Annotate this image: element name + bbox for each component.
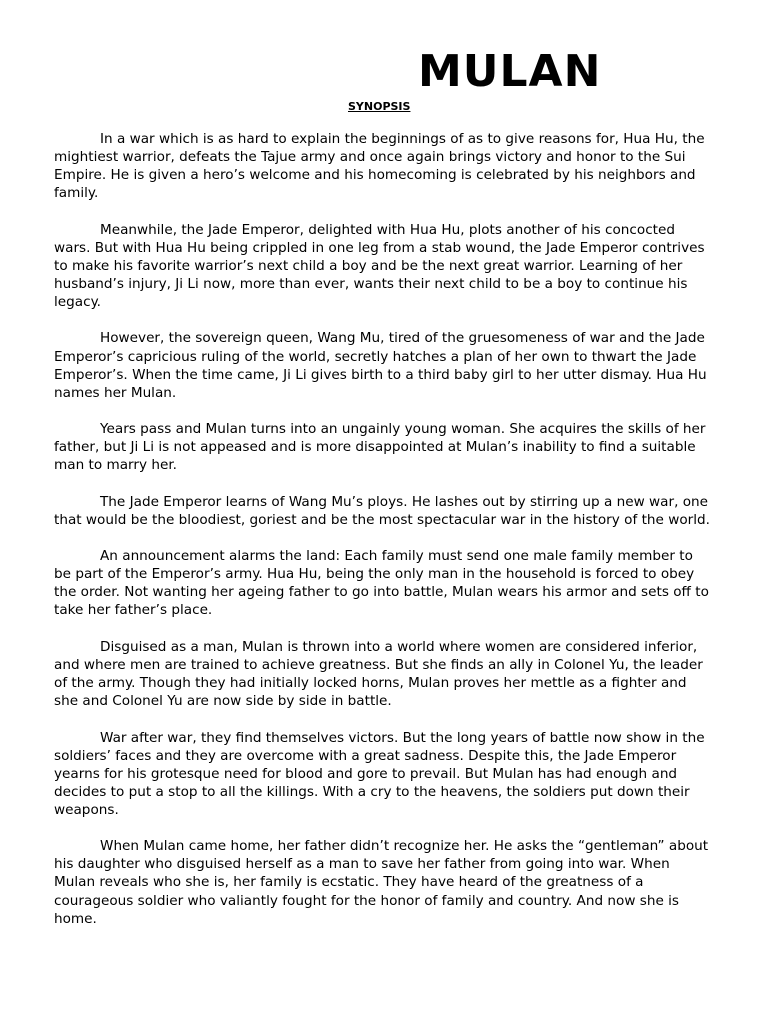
document-page — [54, 44, 714, 946]
paragraph-1: In a war which is as hard to explain the beginnings of as to give reasons for, Hua Hu, the mightiest warrior, defeats the Tajue army and once again brings victory and honor to the Sui Empire. He is given a hero’s welcome and his homecoming is celebrated by his neighbors and family. — [54, 131, 705, 202]
paragraph-6: An announcement alarms the land: Each family must send one male family member to be part of the Emperor’s army. Hua Hu, being the only man in the household is forced to obey the order. Not wanting her ageing father to go into battle, Mulan wears his armor and sets off to take her father’s place. — [54, 548, 709, 619]
paragraph-5: The Jade Emperor learns of Wang Mu’s ploys. He lashes out by stirring up a new war, one that would be the bloodiest, goriest and be the most spectacular war in the history of the world. — [54, 493, 710, 528]
paragraph-4: Years pass and Mulan turns into an ungainly young woman. She acquires the skills of her father, but Ji Li is not appeased and is more disappointed at Mulan’s inability to find a suitable man to marry her. — [54, 421, 706, 474]
section-heading-synopsis: SYNOPSIS — [348, 100, 411, 113]
page-title: MULAN — [418, 46, 602, 97]
paragraph-3: However, the sovereign queen, Wang Mu, tired of the gruesomeness of war and the Jade Emperor’s capricious ruling of the world, secretly hatches a plan of her own to thwart the Jade Emperor’s. When the time came, Ji Li gives birth to a third baby girl to her utter dismay. Hua Hu names her Mulan. — [54, 330, 707, 401]
paragraph-7: Disguised as a man, Mulan is thrown into a world where women are considered inferior, and where men are trained to achieve greatness. But she finds an ally in Colonel Yu, the leader of the army. Though they had initially locked horns, Mulan proves her mettle as a fighter and she and Colonel Yu are now side by side in battle. — [54, 638, 703, 710]
paragraph-2: Meanwhile, the Jade Emperor, delighted with Hua Hu, plots another of his concocted wars. But with Hua Hu being crippled in one leg from a stab wound, the Jade Emperor contrives to make his favorite warrior’s next child a boy and be the next great warrior. Learning of her husband’s injury, Ji Li now, more than ever, wants their next child to be a boy to continue his legacy. — [54, 221, 705, 311]
paragraph-9: When Mulan came home, her father didn’t recognize her. He asks the “gentleman” about his daughter who disguised herself as a man to save her father from going into war. When Mulan reveals who she is, her family is ecstatic. They have heard of the greatness of a courageous soldier who valiantly fought for the honor of family and country. And now she is home. — [54, 838, 709, 927]
paragraph-8: War after war, they find themselves victors. But the long years of battle now show in the soldiers’ faces and they are overcome with a great sadness. Despite this, the Jade Emperor yearns for his grotesque need for blood and gore to prevail. But Mulan has had enough and decides to put a stop to all the killings. With a cry to the heavens, the soldiers put down their weapons. — [54, 729, 705, 818]
